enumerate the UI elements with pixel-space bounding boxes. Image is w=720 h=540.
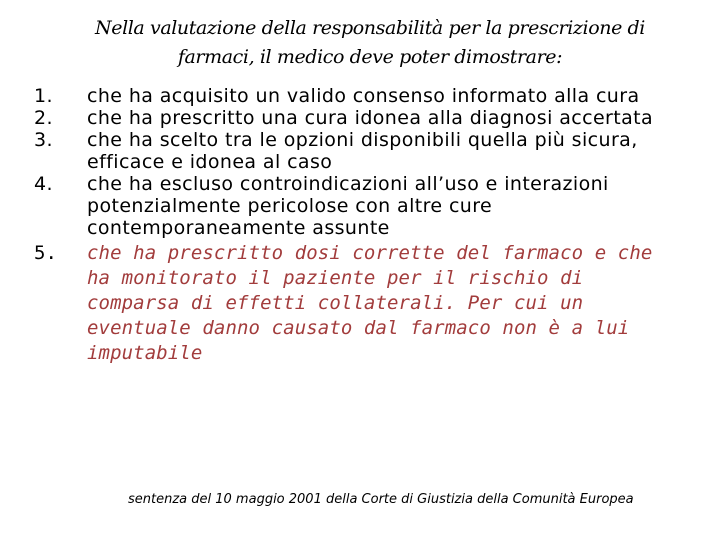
requirements-list [0, 85, 720, 366]
list-item-text: che ha escluso controindicazioni all’uso e interazioni potenzialmente pericolose con altre cure contemporaneamente assunte [87, 173, 609, 239]
list-item-number: 1. [34, 85, 53, 107]
list-item [0, 107, 667, 129]
list-item [0, 129, 667, 173]
slide-title: Nella valutazione della responsabilità per la prescrizione di farmaci, il medico deve poter dimostrare: [95, 17, 645, 68]
list-item-text: che ha prescritto dosi corrette del farmaco e che ha monitorato il paziente per il rischio di comparsa di effetti collaterali. Per cui un eventuale danno causato dal farmaco non è a lui imputabile [87, 242, 653, 364]
list-item-number: 2. [34, 107, 53, 129]
list-item-text: che ha acquisito un valido consenso informato alla cura [87, 85, 640, 107]
list-item [0, 173, 667, 239]
list-item-number: 4. [34, 173, 53, 195]
source-citation: sentenza del 10 maggio 2001 della Corte di Giustizia della Comunità Europea [128, 492, 634, 507]
list-item-number: 5. [34, 242, 58, 264]
list-item [0, 85, 667, 107]
list-item-text: che ha prescritto una cura idonea alla diagnosi accertata [87, 107, 654, 129]
list-item-highlighted [0, 241, 662, 366]
list-item-number: 3. [34, 129, 53, 151]
list-item-text: che ha scelto tra le opzioni disponibili quella più sicura, efficace e idonea al caso [87, 129, 638, 173]
